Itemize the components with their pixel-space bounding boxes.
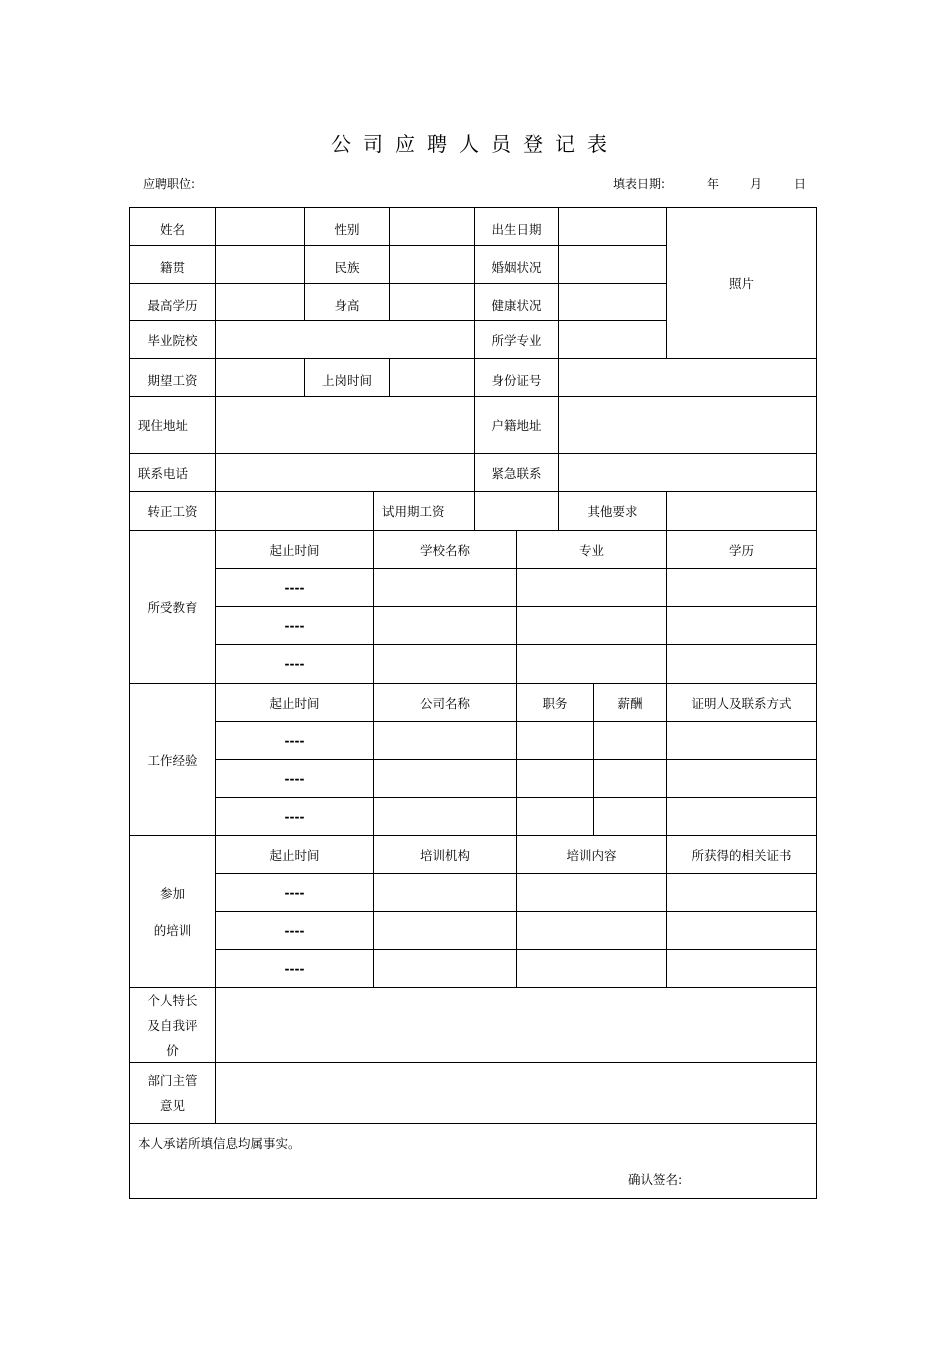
self-eval-field[interactable] xyxy=(215,987,817,1063)
signature-label[interactable]: 确认签名: xyxy=(628,1172,683,1187)
health-field[interactable] xyxy=(558,283,667,321)
marital-label: 婚姻状况 xyxy=(474,245,559,284)
native-field[interactable] xyxy=(215,245,305,284)
edu-major-1[interactable] xyxy=(516,568,667,607)
self-eval-line1: 个人特长 xyxy=(147,992,198,1008)
work-header-period: 起止时间 xyxy=(215,683,374,722)
work-period-1[interactable]: ---- xyxy=(215,721,374,760)
self-eval-label xyxy=(129,987,216,1063)
education-field[interactable] xyxy=(215,283,305,321)
education-section-label: 所受教育 xyxy=(129,530,216,684)
page-title: 公司应聘人员登记表 xyxy=(331,132,619,156)
year-label: 年 xyxy=(707,177,720,191)
training-label-line2: 的培训 xyxy=(153,922,192,938)
work-title-3[interactable] xyxy=(516,797,594,836)
hukou-label: 户籍地址 xyxy=(474,396,559,454)
pledge-box xyxy=(129,1123,817,1199)
id-label: 身份证号 xyxy=(474,358,559,397)
salary-field[interactable] xyxy=(215,358,305,397)
train-header-certificate: 所获得的相关证书 xyxy=(666,835,817,874)
ethnic-label: 民族 xyxy=(304,245,390,284)
work-reference-2[interactable] xyxy=(666,759,817,798)
work-company-2[interactable] xyxy=(373,759,517,798)
train-institution-1[interactable] xyxy=(373,873,517,912)
edu-degree-3[interactable] xyxy=(666,644,817,684)
work-title-2[interactable] xyxy=(516,759,594,798)
work-header-pay: 薪酬 xyxy=(593,683,667,722)
train-content-1[interactable] xyxy=(516,873,667,912)
edu-header-period: 起止时间 xyxy=(215,530,374,569)
major-field[interactable] xyxy=(558,320,667,359)
address-label: 现住地址 xyxy=(129,396,216,454)
salary-label: 期望工资 xyxy=(129,358,216,397)
edu-major-3[interactable] xyxy=(516,644,667,684)
train-certificate-2[interactable] xyxy=(666,911,817,950)
train-period-3[interactable]: ---- xyxy=(215,949,374,988)
train-institution-2[interactable] xyxy=(373,911,517,950)
edu-period-1[interactable]: ---- xyxy=(215,568,374,607)
work-reference-3[interactable] xyxy=(666,797,817,836)
edu-header-school: 学校名称 xyxy=(373,530,517,569)
regular-salary-label: 转正工资 xyxy=(129,491,216,531)
work-title-1[interactable] xyxy=(516,721,594,760)
emergency-label: 紧急联系 xyxy=(474,453,559,492)
regular-salary-field[interactable] xyxy=(215,491,374,531)
training-section-label xyxy=(129,835,216,988)
trial-salary-label: 试用期工资 xyxy=(373,491,475,531)
edu-school-1[interactable] xyxy=(373,568,517,607)
training-label-line1: 参加 xyxy=(159,885,185,901)
height-field[interactable] xyxy=(389,283,475,321)
work-period-2[interactable]: ---- xyxy=(215,759,374,798)
gender-field[interactable] xyxy=(389,207,475,246)
dept-opinion-field[interactable] xyxy=(215,1062,817,1124)
train-header-institution: 培训机构 xyxy=(373,835,517,874)
train-period-2[interactable]: ---- xyxy=(215,911,374,950)
education-label: 最高学历 xyxy=(129,283,216,321)
work-pay-1[interactable] xyxy=(593,721,667,760)
trial-salary-field[interactable] xyxy=(474,491,559,531)
native-label: 籍贯 xyxy=(129,245,216,284)
edu-degree-1[interactable] xyxy=(666,568,817,607)
photo-box[interactable]: 照片 xyxy=(666,207,817,359)
train-institution-3[interactable] xyxy=(373,949,517,988)
edu-header-major: 专业 xyxy=(516,530,667,569)
work-company-3[interactable] xyxy=(373,797,517,836)
edu-period-3[interactable]: ---- xyxy=(215,644,374,684)
edu-header-degree: 学历 xyxy=(666,530,817,569)
self-eval-line2: 及自我评 xyxy=(147,1017,198,1033)
height-label: 身高 xyxy=(304,283,390,321)
train-header-period: 起止时间 xyxy=(215,835,374,874)
fill-date-label: 填表日期: xyxy=(613,177,666,191)
edu-major-2[interactable] xyxy=(516,606,667,645)
train-content-2[interactable] xyxy=(516,911,667,950)
edu-period-2[interactable]: ---- xyxy=(215,606,374,645)
work-pay-2[interactable] xyxy=(593,759,667,798)
ethnic-field[interactable] xyxy=(389,245,475,284)
edu-school-3[interactable] xyxy=(373,644,517,684)
work-header-company: 公司名称 xyxy=(373,683,517,722)
edu-school-2[interactable] xyxy=(373,606,517,645)
work-company-1[interactable] xyxy=(373,721,517,760)
other-field[interactable] xyxy=(666,491,817,531)
train-certificate-1[interactable] xyxy=(666,873,817,912)
work-period-3[interactable]: ---- xyxy=(215,797,374,836)
work-section-label: 工作经验 xyxy=(129,683,216,836)
other-label: 其他要求 xyxy=(558,491,667,531)
self-eval-line3: 价 xyxy=(166,1042,179,1058)
day-label: 日 xyxy=(794,177,807,191)
marital-field[interactable] xyxy=(558,245,667,284)
name-field[interactable] xyxy=(215,207,305,246)
emergency-field[interactable] xyxy=(558,453,817,492)
hukou-field[interactable] xyxy=(558,396,817,454)
train-period-1[interactable]: ---- xyxy=(215,873,374,912)
train-certificate-3[interactable] xyxy=(666,949,817,988)
id-field[interactable] xyxy=(558,358,817,397)
work-pay-3[interactable] xyxy=(593,797,667,836)
dept-opinion-line2: 意见 xyxy=(159,1098,185,1113)
address-field[interactable] xyxy=(215,396,475,454)
onboard-label: 上岗时间 xyxy=(304,358,390,397)
phone-label: 联系电话 xyxy=(129,453,216,492)
birth-label: 出生日期 xyxy=(474,207,559,246)
onboard-field[interactable] xyxy=(389,358,475,397)
position-label: 应聘职位: xyxy=(143,177,196,191)
edu-degree-2[interactable] xyxy=(666,606,817,645)
pledge-text: 本人承诺所填信息均属事实。 xyxy=(138,1136,301,1151)
dept-opinion-line1: 部门主管 xyxy=(147,1073,198,1088)
phone-field[interactable] xyxy=(215,453,475,492)
train-header-content: 培训内容 xyxy=(516,835,667,874)
school-label: 毕业院校 xyxy=(129,320,216,359)
school-field[interactable] xyxy=(215,320,475,359)
dept-opinion-label xyxy=(129,1062,216,1124)
gender-label: 性别 xyxy=(304,207,390,246)
work-header-title: 职务 xyxy=(516,683,594,722)
birth-field[interactable] xyxy=(558,207,667,246)
train-content-3[interactable] xyxy=(516,949,667,988)
name-label: 姓名 xyxy=(129,207,216,246)
health-label: 健康状况 xyxy=(474,283,559,321)
month-label: 月 xyxy=(750,177,763,191)
work-reference-1[interactable] xyxy=(666,721,817,760)
major-label: 所学专业 xyxy=(474,320,559,359)
work-header-reference: 证明人及联系方式 xyxy=(666,683,817,722)
